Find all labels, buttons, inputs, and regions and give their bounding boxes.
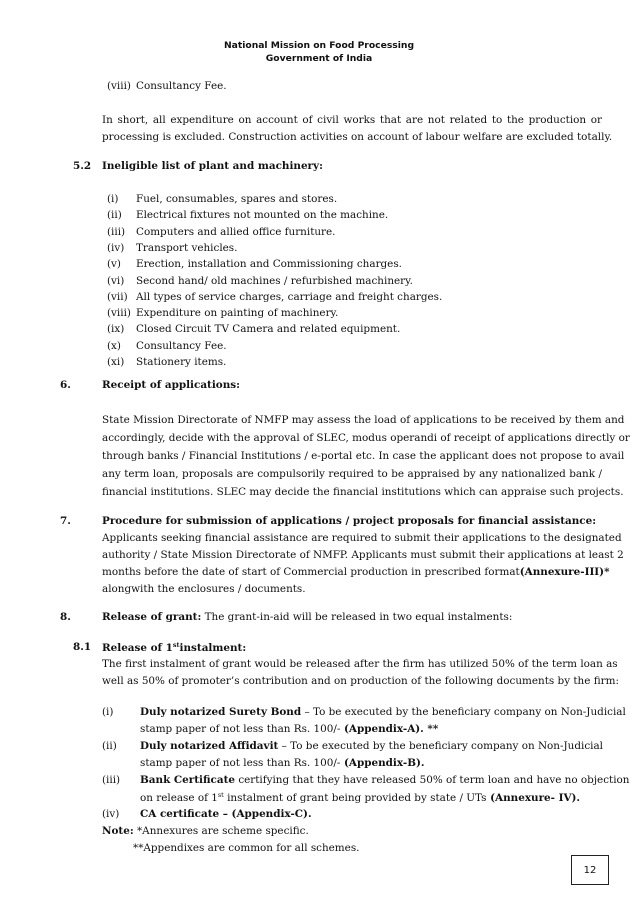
list-item-line bbox=[140, 706, 626, 718]
note-text: *Annexures are scheme specific. bbox=[133, 825, 309, 837]
list-item-number: (i) bbox=[102, 706, 114, 718]
list-item-line bbox=[140, 757, 425, 769]
paragraph-line: The first instalment of grant would be released after the firm has utilized 50% of the term loan as bbox=[102, 658, 618, 670]
paragraph-line: authority / State Mission Directorate of NMFP. Applicants must submit their applications at least 2 bbox=[102, 549, 624, 561]
list-item-text: Erection, installation and Commissioning charges. bbox=[136, 258, 402, 271]
list-item-number: (ii) bbox=[102, 740, 117, 752]
list-item-number: (vii) bbox=[107, 290, 128, 303]
list-item-text: All types of service charges, carriage and freight charges. bbox=[136, 290, 443, 303]
section-line bbox=[102, 611, 512, 623]
paragraph-line: In short, all expenditure on account of civil works that are not related to the production or bbox=[102, 114, 602, 126]
list-item-text: Consultancy Fee. bbox=[136, 80, 227, 92]
list-item-number: (v) bbox=[107, 258, 121, 271]
section-number: 8.1 bbox=[73, 641, 92, 653]
paragraph-line: through banks / Financial Institutions / e-portal etc. In case the applicant does not propose to avail bbox=[102, 450, 625, 462]
list-item-text: Fuel, consumables, spares and stores. bbox=[136, 193, 338, 205]
header-subtitle: Government of India bbox=[265, 53, 373, 64]
paragraph-line: any term loan, proposals are compulsorily required to be appraised by any nationalized bank / bbox=[102, 468, 602, 480]
list-item-text: Consultancy Fee. bbox=[136, 339, 227, 352]
list-item-number: (ix) bbox=[107, 323, 125, 336]
doc-text: certifying that they have released 50% of term loan and have no objection bbox=[235, 774, 630, 786]
section-title bbox=[102, 641, 246, 654]
list-item-text: Second hand/ old machines / refurbished machinery. bbox=[136, 274, 413, 287]
doc-name: Duly notarized Affidavit bbox=[140, 740, 279, 752]
list-item-number: (x) bbox=[107, 339, 121, 352]
list-item-number: (iv) bbox=[102, 808, 120, 820]
list-item-line bbox=[140, 723, 438, 735]
list-item-line bbox=[140, 791, 580, 804]
doc-text: – To be executed by the beneficiary company on Non-Judicial bbox=[301, 706, 626, 718]
list-item-line bbox=[140, 774, 630, 786]
doc-name: Bank Certificate bbox=[140, 774, 236, 786]
list-item-text: Closed Circuit TV Camera and related equipment. bbox=[136, 323, 401, 336]
doc-text: – To be executed by the beneficiary company on Non-Judicial bbox=[278, 740, 603, 752]
section-text: The grant-in-aid will be released in two equal instalments: bbox=[201, 611, 513, 623]
superscript: st bbox=[217, 791, 224, 799]
section-title: Receipt of applications: bbox=[102, 379, 240, 391]
paragraph-line: well as 50% of promoter’s contribution and on production of the following documents by the firm: bbox=[102, 675, 619, 687]
section-title: Ineligible list of plant and machinery: bbox=[102, 160, 323, 172]
list-item-text: Electrical fixtures not mounted on the machine. bbox=[136, 209, 389, 222]
list-item-number: (ii) bbox=[107, 209, 122, 222]
page-number: 12 bbox=[571, 855, 609, 885]
note-line: **Appendixes are common for all schemes. bbox=[133, 842, 360, 854]
paragraph-text: months before the date of start of Commercial production in prescribed format bbox=[102, 566, 520, 578]
superscript: st bbox=[172, 641, 180, 649]
list-item-number: (iv) bbox=[107, 241, 125, 254]
appendix-ref: (Appendix-A). ** bbox=[340, 723, 439, 735]
header-title: National Mission on Food Processing bbox=[223, 40, 415, 51]
doc-name: Duly notarized Surety Bond bbox=[140, 706, 302, 718]
list-item-line bbox=[140, 740, 602, 752]
doc-text: on release of 1 bbox=[140, 792, 218, 804]
paragraph-line: processing is excluded. Construction activities on account of labour welfare are excluded totally. bbox=[102, 131, 613, 143]
list-item-text: Stationery items. bbox=[136, 356, 227, 368]
list-item-number: (iii) bbox=[102, 774, 121, 786]
section-number: 5.2 bbox=[73, 160, 92, 172]
paragraph-line: State Mission Directorate of NMFP may assess the load of applications to be received by them and bbox=[102, 414, 625, 426]
title-part: instalment: bbox=[179, 642, 247, 654]
list-item-number: (i) bbox=[107, 193, 119, 205]
list-item-number: (viii) bbox=[107, 307, 131, 320]
list-item-number: (xi) bbox=[107, 356, 125, 368]
title-part: Release of 1 bbox=[102, 642, 173, 654]
paragraph-line: accordingly, decide with the approval of SLEC, modus operandi of receipt of applications directly or bbox=[102, 432, 630, 444]
section-title: Release of grant: bbox=[102, 611, 202, 623]
note-label: Note: bbox=[102, 825, 134, 837]
paragraph-line: financial institutions. SLEC may decide the financial institutions which can appraise such projects. bbox=[102, 486, 624, 498]
list-item-text: Computers and allied office furniture. bbox=[136, 225, 336, 238]
section-number: 8. bbox=[60, 611, 71, 623]
doc-text: instalment of grant being provided by state / UTs bbox=[223, 792, 487, 804]
paragraph-line bbox=[102, 566, 610, 578]
list-item-text: Expenditure on painting of machinery. bbox=[136, 307, 339, 320]
list-item-number: (vi) bbox=[107, 274, 125, 287]
note-line bbox=[102, 825, 309, 837]
annexure-ref: (Annexure- IV). bbox=[486, 792, 581, 804]
list-item-line: CA certificate – (Appendix-C). bbox=[140, 808, 312, 820]
list-item-number: (viii) bbox=[107, 80, 131, 92]
section-number: 7. bbox=[60, 515, 71, 527]
paragraph-line: alongwith the enclosures / documents. bbox=[102, 583, 306, 595]
doc-text: stamp paper of not less than Rs. 100/- bbox=[140, 757, 341, 769]
paragraph-line: Applicants seeking financial assistance are required to submit their applications to the designated bbox=[102, 532, 622, 544]
appendix-ref: (Appendix-B). bbox=[340, 757, 425, 769]
list-item-text: Transport vehicles. bbox=[136, 241, 238, 254]
section-number: 6. bbox=[60, 379, 71, 391]
annexure-ref: (Annexure-III)* bbox=[519, 566, 610, 578]
list-item-number: (iii) bbox=[107, 225, 126, 238]
section-title: Procedure for submission of applications / project proposals for financial assistance: bbox=[102, 515, 597, 527]
doc-text: stamp paper of not less than Rs. 100/- bbox=[140, 723, 341, 735]
